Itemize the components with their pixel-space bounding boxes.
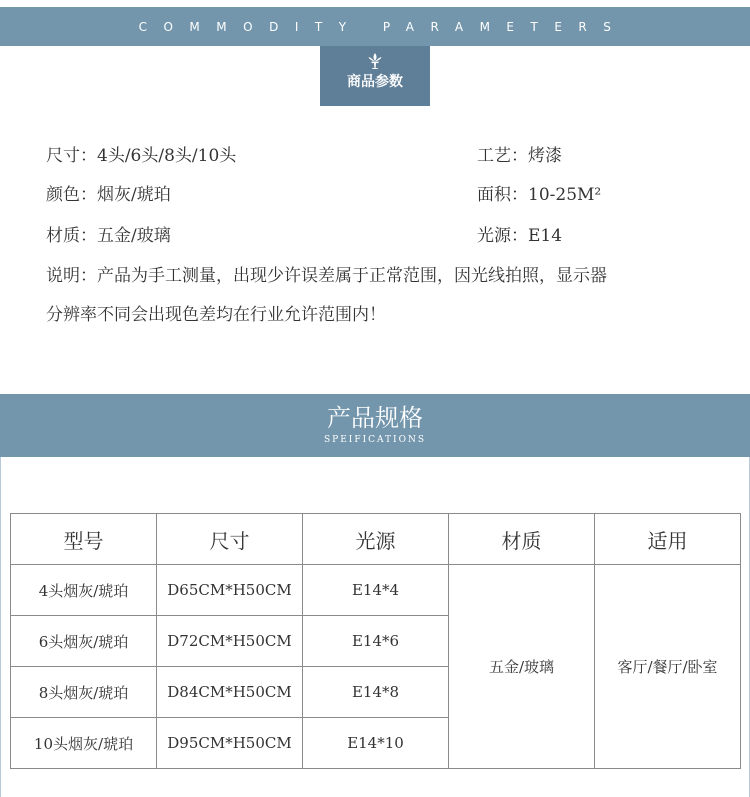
param-light-source: 光源：E14: [477, 226, 563, 246]
fleur-de-lis-icon: [366, 52, 384, 70]
param-color: 颜色：烟灰/琥珀: [46, 185, 171, 205]
table-row: [11, 565, 741, 616]
cell-usage: 客厅/餐厅/卧室: [595, 565, 741, 769]
cell-material: 五金/玻璃: [449, 565, 595, 769]
cell-model: 8头烟灰/琥珀: [11, 667, 157, 718]
table-header-row: [11, 514, 741, 565]
cell-size: D84CM*H50CM: [157, 667, 303, 718]
cell-model: 10头烟灰/琥珀: [11, 718, 157, 769]
cell-light: E14*10: [303, 718, 449, 769]
spec-title: 产品规格: [327, 404, 423, 432]
note-line-1: 说明：产品为手工测量，出现少许误差属于正常范围，因光线拍照，显示器: [46, 266, 607, 286]
param-craft: 工艺：烤漆: [477, 146, 562, 166]
cell-model: 6头烟灰/琥珀: [11, 616, 157, 667]
param-material: 材质：五金/玻璃: [46, 226, 171, 246]
cell-light: E14*4: [303, 565, 449, 616]
note-text: [46, 257, 726, 335]
specifications-banner: [0, 394, 750, 457]
cell-model: 4头烟灰/琥珀: [11, 565, 157, 616]
header-usage: 适用: [595, 514, 741, 565]
header-model: 型号: [11, 514, 157, 565]
spec-table: [10, 513, 741, 769]
note-line-2: 分辨率不同会出现色差均在行业允许范围内！: [46, 305, 386, 325]
header-material: 材质: [449, 514, 595, 565]
spec-subtitle: SPEIFICATIONS: [323, 435, 427, 445]
cell-size: D72CM*H50CM: [157, 616, 303, 667]
cell-size: D65CM*H50CM: [157, 565, 303, 616]
section-badge: [320, 46, 430, 106]
param-size: 尺寸：4头/6头/8头/10头: [46, 146, 237, 166]
cell-size: D95CM*H50CM: [157, 718, 303, 769]
param-area: 面积：10-25M²: [477, 185, 602, 205]
cell-light: E14*6: [303, 616, 449, 667]
header-size: 尺寸: [157, 514, 303, 565]
commodity-parameters-banner: [0, 7, 750, 46]
banner-text: COMMODITY PARAMETERS: [138, 19, 628, 34]
header-light: 光源: [303, 514, 449, 565]
cell-light: E14*8: [303, 667, 449, 718]
badge-label: 商品参数: [347, 74, 403, 90]
